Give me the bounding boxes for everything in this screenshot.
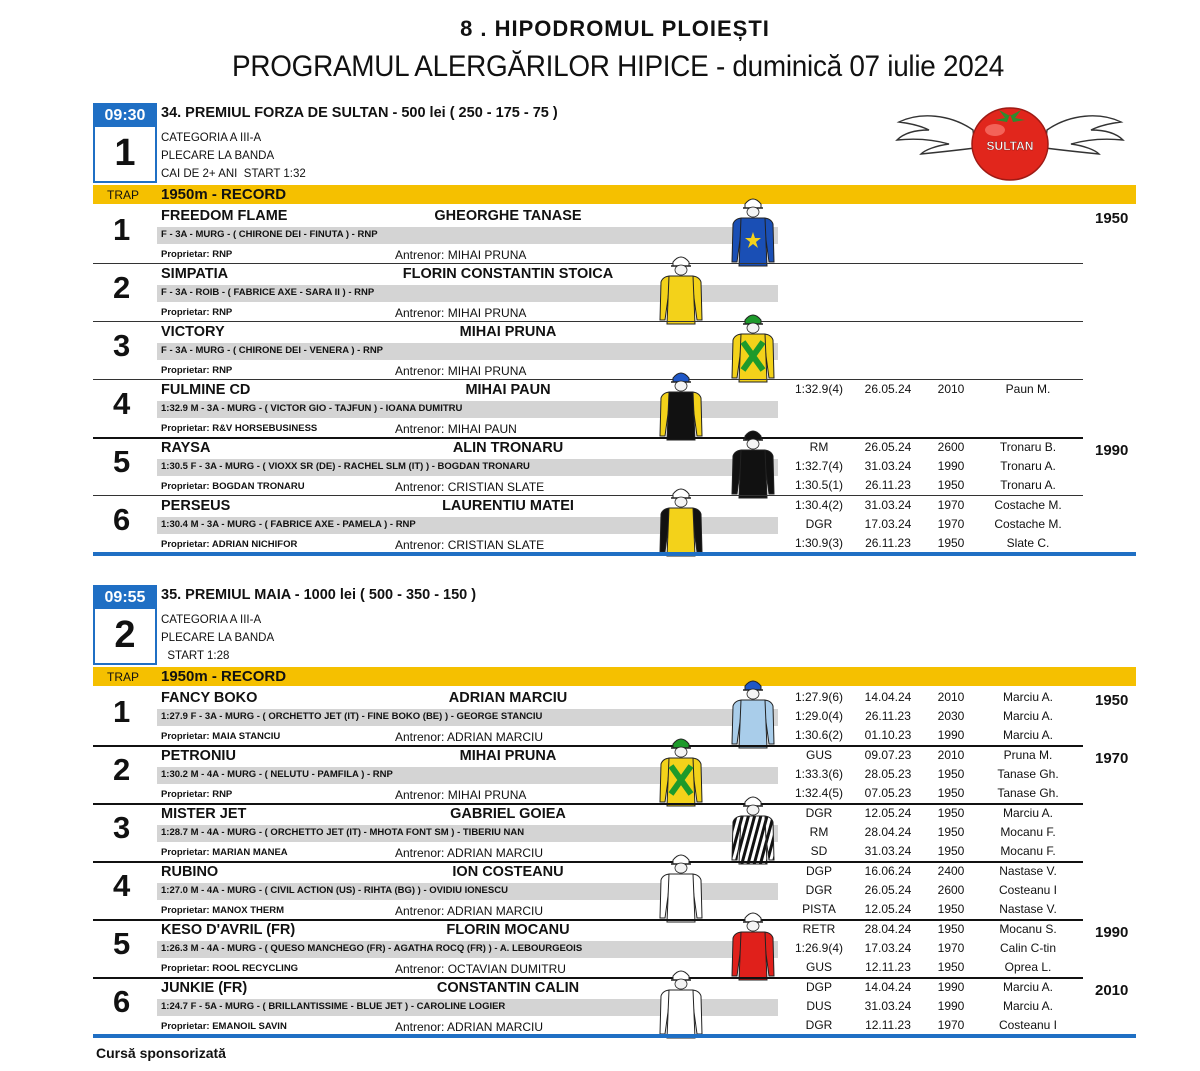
record-driver: Costache M. [994,517,1062,531]
record-distance: 1970 [937,941,965,955]
record-date: 07.05.23 [864,786,912,800]
driver-name: MIHAI PRUNA [459,748,557,764]
driver-name: LAURENTIU MATEI [442,498,574,514]
record-time: RM [809,825,829,839]
record-distance: 1950 [937,478,965,492]
race-end-rule [93,1034,1136,1038]
horse-trainer: Antrenor: MIHAI PRUNA [395,306,527,320]
record-time: RETR [802,922,836,936]
record-driver: Marciu A. [1002,980,1053,994]
horse-row [93,322,1083,380]
horse-number: 5 [113,444,131,479]
horse-pedigree: 1:26.3 M - 4A - MURG - ( QUESO MANCHEGO (FR) - AGATHA ROCQ (FR) ) - A. LEBOURGEOIS [161,943,583,954]
horse-owner: Proprietar: R&V HORSEBUSINESS [161,423,318,434]
horse-row [93,496,1083,554]
record-time: DGR [805,883,833,897]
horse-trainer: Antrenor: MIHAI PRUNA [395,248,527,262]
form-record [93,440,1083,459]
race-time-box [93,103,157,183]
record-distance: 1970 [937,498,965,512]
record-driver: Tanase Gh. [997,767,1059,781]
record-time: 1:30.6(2) [794,728,844,742]
record-time: DGP [805,980,832,994]
record-time: PISTA [802,902,836,916]
horse-number: 4 [113,386,131,421]
horse-name: JUNKIE (FR) [161,980,248,996]
best-distance: 1970 [1095,750,1129,767]
record-date: 01.10.23 [864,728,912,742]
driver-name: GABRIEL GOIEA [450,806,566,822]
horse-pedigree: 1:32.9 M - 3A - MURG - ( VICTOR GIO - TAJFUN ) - IOANA DUMITRU [161,403,463,414]
record-distance: 2010 [937,748,965,762]
sponsor-note: Cursă sponsorizată [96,1045,226,1061]
race-number: 1 [114,132,136,174]
driver-name: ALIN TRONARU [452,440,564,456]
race-time-box [93,585,157,665]
horse-row [93,804,1083,862]
record-date: 17.03.24 [864,941,912,955]
horse-trainer: Antrenor: OCTAVIAN DUMITRU [395,962,566,976]
record-distance: 1970 [937,1018,965,1032]
race-info-line: CAI DE 2+ ANI START 1:32 [161,168,306,180]
sponsor-logo-text: SULTAN [986,139,1034,153]
race-info-line: PLECARE LA BANDA [161,150,275,162]
record-time: 1:26.9(4) [794,941,844,955]
record-distance: 2010 [937,690,965,704]
record-date: 12.05.24 [864,902,912,916]
record-driver: Marciu A. [1002,999,1053,1013]
program-title: PROGRAMUL ALERGĂRILOR HIPICE - duminică 07 iulie 2024 [232,50,1004,83]
record-distance: 1950 [937,960,965,974]
horse-owner: Proprietar: ADRIAN NICHIFOR [161,539,298,550]
form-record [93,980,1083,999]
distance-bar [93,667,1136,686]
horse-owner: Proprietar: RNP [161,789,233,800]
race-info-line: CATEGORIA A III-A [161,132,262,144]
best-distance: 1950 [1095,210,1129,227]
record-time: GUS [805,960,832,974]
horse-pedigree: F - 3A - MURG - ( CHIRONE DEI - FINUTA ) - RNP [161,229,378,240]
horse-pedigree: F - 3A - ROIB - ( FABRICE AXE - SARA II ) - RNP [161,287,375,298]
record-time: 1:30.5(1) [794,478,844,492]
horse-trainer: Antrenor: ADRIAN MARCIU [395,730,544,744]
horse-trainer: Antrenor: CRISTIAN SLATE [395,480,545,494]
record-distance: 1990 [937,980,965,994]
jockey-silks-icon [657,366,705,446]
horse-pedigree: F - 3A - MURG - ( CHIRONE DEI - VENERA ) - RNP [161,345,384,356]
best-distance: 2010 [1095,982,1129,999]
record-date: 31.03.24 [864,999,912,1013]
record-time: DGP [805,864,832,878]
record-date: 31.03.24 [864,844,912,858]
record-driver: Marciu A. [1002,806,1053,820]
record-date: 12.05.24 [864,806,912,820]
record-time: 1:32.4(5) [794,786,844,800]
record-distance: 1950 [937,767,965,781]
race-number: 2 [114,614,136,656]
record-date: 17.03.24 [864,517,912,531]
form-record [93,922,1083,941]
record-driver: Pruna M. [1003,748,1053,762]
driver-name: FLORIN MOCANU [446,922,570,938]
horse-trainer: Antrenor: ADRIAN MARCIU [395,1020,544,1034]
record-date: 26.11.23 [865,709,911,723]
form-record [93,767,1083,786]
race-type-label: TRAP [107,670,140,684]
horse-trainer: Antrenor: MIHAI PAUN [395,422,517,436]
horse-number: 6 [113,502,131,537]
horse-name: RUBINO [161,864,219,880]
horse-owner: Proprietar: MANOX THERM [161,905,284,916]
meeting-title: 8 . HIPODROMUL PLOIEȘTI [460,16,770,41]
horse-pedigree: 1:27.0 M - 4A - MURG - ( CIVIL ACTION (US) - RIHTA (BG) ) - OVIDIU IONESCU [161,885,508,896]
best-distance: 1950 [1095,692,1129,709]
record-distance: 1950 [937,786,965,800]
record-date: 28.04.24 [864,922,912,936]
best-distance: 1990 [1095,442,1129,459]
record-time: 1:33.3(6) [794,767,844,781]
horse-owner: Proprietar: RNP [161,307,233,318]
jockey-silks-icon [729,192,777,272]
horse-trainer: Antrenor: ADRIAN MARCIU [395,904,544,918]
race-block [93,103,1136,554]
horse-trainer: Antrenor: CRISTIAN SLATE [395,538,545,552]
record-date: 31.03.24 [864,498,912,512]
form-record [93,825,1083,844]
race-distance: 1950m - RECORD [161,668,287,685]
form-record [93,709,1083,728]
driver-name: MIHAI PRUNA [459,324,557,340]
form-record [93,517,1083,536]
horse-row [93,862,1083,920]
horse-number: 5 [113,926,131,961]
record-driver: Marciu A. [1002,728,1053,742]
driver-name: MIHAI PAUN [465,382,551,398]
jockey-silks-icon [657,250,705,330]
record-date: 12.11.23 [865,960,911,974]
record-time: DUS [806,999,832,1013]
record-distance: 2400 [937,864,965,878]
record-driver: Marciu A. [1002,690,1053,704]
record-time: DGR [805,806,833,820]
race-type-label: TRAP [107,188,140,202]
record-time: 1:32.7(4) [794,459,844,473]
record-distance: 1990 [937,459,965,473]
record-distance: 1990 [937,999,965,1013]
record-driver: Tronaru B. [999,440,1057,454]
form-record [93,748,1083,767]
horse-row [93,978,1129,1036]
record-driver: Tronaru A. [1000,459,1056,473]
record-date: 28.05.23 [864,767,912,781]
horse-owner: Proprietar: RNP [161,249,233,260]
record-date: 26.05.24 [864,382,912,396]
horse-row [93,920,1129,978]
form-record [93,806,1083,825]
record-time: 1:27.9(6) [794,690,844,704]
record-date: 26.11.23 [865,536,911,550]
record-distance: 1950 [937,922,965,936]
horse-name: FREEDOM FLAME [161,208,288,224]
race-distance: 1950m - RECORD [161,186,287,203]
record-date: 14.04.24 [864,690,912,704]
record-distance: 2030 [937,709,965,723]
horse-number: 6 [113,984,131,1019]
distance-bar [93,185,1136,204]
horse-owner: Proprietar: ROOL RECYCLING [161,963,299,974]
form-record [93,382,1083,401]
record-date: 26.05.24 [864,883,912,897]
horse-name: PERSEUS [161,498,231,514]
record-driver: Mocanu F. [1000,825,1056,839]
horse-name: MISTER JET [161,806,247,822]
record-driver: Costeanu I [998,883,1058,897]
horse-name: VICTORY [161,324,225,340]
record-distance: 1950 [937,844,965,858]
record-distance: 1950 [937,536,965,550]
horse-name: FULMINE CD [161,382,251,398]
horse-pedigree: 1:24.7 F - 5A - MURG - ( BRILLANTISSIME - BLUE JET ) - CAROLINE LOGIER [161,1001,506,1012]
driver-name: FLORIN CONSTANTIN STOICA [402,266,614,282]
record-date: 28.04.24 [864,825,912,839]
form-record [93,883,1083,902]
horse-row [93,438,1129,496]
horse-name: KESO D'AVRIL (FR) [161,922,296,938]
record-distance: 2010 [937,382,965,396]
record-time: DGR [805,517,833,531]
horse-row [93,206,1129,264]
record-driver: Marciu A. [1002,709,1053,723]
form-record [93,498,1083,517]
horse-name: PETRONIU [161,748,236,764]
record-distance: 2600 [937,883,965,897]
horse-number: 2 [113,752,131,787]
horse-pedigree: 1:30.4 M - 3A - MURG - ( FABRICE AXE - PAMELA ) - RNP [161,519,416,530]
horse-row [93,746,1129,804]
horse-number: 3 [113,810,131,845]
record-driver: Nastase V. [999,902,1057,916]
record-distance: 2600 [937,440,965,454]
driver-name: ION COSTEANU [452,864,564,880]
race-info-line: START 1:28 [161,650,230,662]
form-record [93,941,1083,960]
record-time: 1:29.0(4) [794,709,844,723]
horse-number: 2 [113,270,131,305]
race-name: 34. PREMIUL FORZA DE SULTAN - 500 lei ( 250 - 175 - 75 ) [161,105,558,121]
record-driver: Calin C-tin [999,941,1056,955]
record-date: 31.03.24 [864,459,912,473]
record-distance: 1970 [937,517,965,531]
horse-pedigree: 1:27.9 F - 3A - MURG - ( ORCHETTO JET (IT) - FINE BOKO (BE) ) - GEORGE STANCIU [161,711,543,722]
record-date: 14.04.24 [864,980,912,994]
horse-trainer: Antrenor: MIHAI PRUNA [395,364,527,378]
record-driver: Tanase Gh. [997,786,1059,800]
record-driver: Tronaru A. [1000,478,1056,492]
horse-number: 3 [113,328,131,363]
record-distance: 1950 [937,902,965,916]
form-record [93,459,1083,478]
driver-name: CONSTANTIN CALIN [436,980,580,996]
record-date: 26.05.24 [864,440,912,454]
race-time: 09:30 [95,105,155,127]
record-time: 1:30.9(3) [794,536,844,550]
horse-pedigree: 1:30.2 M - 4A - MURG - ( NELUTU - PAMFILA ) - RNP [161,769,393,780]
horse-owner: Proprietar: RNP [161,365,233,376]
horse-row [93,688,1129,746]
race-info-line: PLECARE LA BANDA [161,632,275,644]
horse-name: FANCY BOKO [161,690,258,706]
horse-owner: Proprietar: MAIA STANCIU [161,731,281,742]
record-distance: 1950 [937,806,965,820]
horse-name: RAYSA [161,440,211,456]
horse-pedigree: 1:28.7 M - 4A - MURG - ( ORCHETTO JET (IT) - MHOTA FONT SM ) - TIBERIU NAN [161,827,525,838]
form-record [93,999,1083,1018]
driver-name: GHEORGHE TANASE [434,208,582,224]
record-distance: 1990 [937,728,965,742]
race-time: 09:55 [95,587,155,609]
race-name: 35. PREMIUL MAIA - 1000 lei ( 500 - 350 - 150 ) [161,587,477,603]
record-time: 1:30.4(2) [794,498,844,512]
record-date: 09.07.23 [864,748,912,762]
race-info-line: CATEGORIA A III-A [161,614,262,626]
record-driver: Nastase V. [999,864,1057,878]
jockey-silks-icon [729,308,777,388]
driver-name: ADRIAN MARCIU [448,690,568,706]
record-time: GUS [805,748,832,762]
horse-owner: Proprietar: MARIAN MANEA [161,847,288,858]
record-driver: Mocanu S. [999,922,1057,936]
horse-trainer: Antrenor: ADRIAN MARCIU [395,846,544,860]
horse-row [93,380,1083,438]
record-driver: Costache M. [994,498,1062,512]
record-date: 26.11.23 [865,478,911,492]
horse-number: 1 [113,212,131,247]
horse-owner: Proprietar: BOGDAN TRONARU [161,481,305,492]
record-driver: Mocanu F. [1000,844,1056,858]
record-driver: Oprea L. [1004,960,1052,974]
record-date: 12.11.23 [865,1018,911,1032]
horse-trainer: Antrenor: MIHAI PRUNA [395,788,527,802]
record-time: SD [810,844,828,858]
best-distance: 1990 [1095,924,1129,941]
record-driver: Costeanu I [998,1018,1058,1032]
form-record [93,864,1083,883]
horse-row [93,264,1083,322]
horse-pedigree: 1:30.5 F - 3A - MURG - ( VIOXX SR (DE) - RACHEL SLM (IT) ) - BOGDAN TRONARU [161,461,530,472]
horse-number: 4 [113,868,131,903]
race-block [93,585,1136,1036]
record-driver: Paun M. [1005,382,1051,396]
record-date: 16.06.24 [864,864,912,878]
record-time: 1:32.9(4) [794,382,844,396]
record-distance: 1950 [937,825,965,839]
race-end-rule [93,552,1136,556]
form-record [93,690,1083,709]
horse-owner: Proprietar: EMANOIL SAVIN [161,1021,287,1032]
horse-number: 1 [113,694,131,729]
record-time: DGR [805,1018,833,1032]
record-driver: Slate C. [1006,536,1050,550]
record-time: RM [809,440,829,454]
horse-name: SIMPATIA [161,266,229,282]
